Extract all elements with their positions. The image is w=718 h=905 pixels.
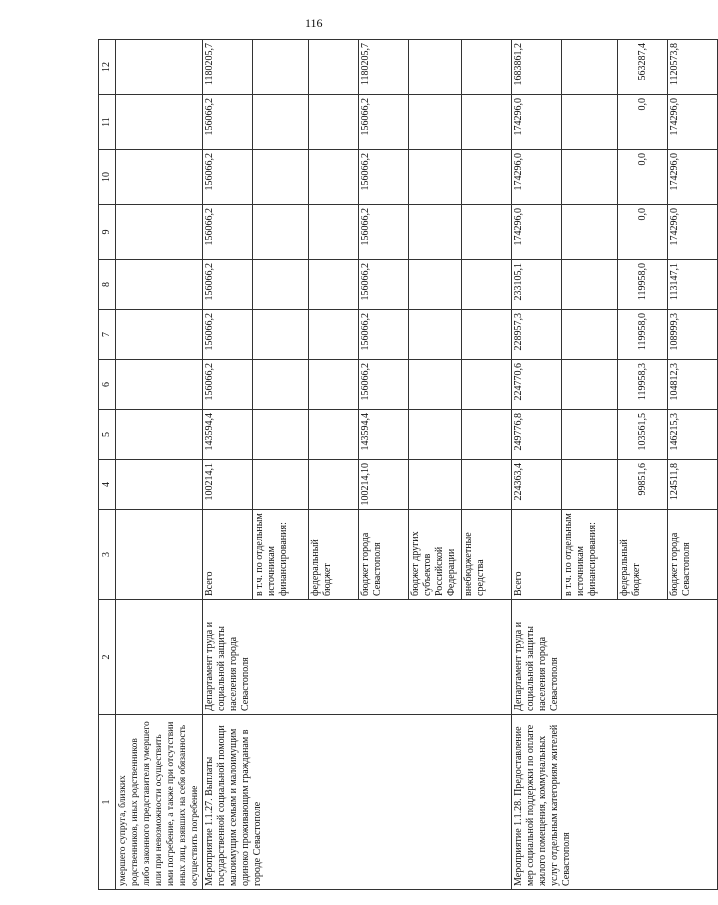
m128-name: Мероприятие 1.1.28. Предоставление мер социальной поддержки по оплате жилого помещения, коммунальных услуг отдельным категориям жителей Севастополя — [512, 715, 718, 890]
col-header-12: 12 — [99, 40, 116, 95]
m127-city-v2: 143594,4 — [359, 410, 409, 460]
m128-total-v6: 174296,0 — [512, 205, 562, 260]
col-header-11: 11 — [99, 95, 116, 150]
m128-total-v4: 228957,3 — [512, 310, 562, 360]
m127-name: Мероприятие 1.1.27. Выплаты государственной социальной помощи малоимущим семьям и малоимущим одиноко проживающим гражданам в городе Севастополе — [203, 715, 512, 890]
m128-label-3: бюджет города Севастополя — [668, 510, 718, 600]
m128-city-v3: 104812,3 — [668, 360, 718, 410]
m128-total-sum: 1683861,2 — [512, 40, 562, 95]
m127-total-v3: 156066,2 — [203, 360, 253, 410]
m128-label-2: федеральный бюджет — [618, 510, 668, 600]
col-header-9: 9 — [99, 205, 116, 260]
m127-city-v1: 100214,10 — [359, 460, 409, 510]
m128-total-v2: 249776,8 — [512, 410, 562, 460]
m128-city-sum: 1120573,8 — [668, 40, 718, 95]
m127-total-v5: 156066,2 — [203, 260, 253, 310]
m127-total-v2: 143594,4 — [203, 410, 253, 460]
m128-city-v6: 174296,0 — [668, 205, 718, 260]
m128-label-1: в т.ч. по отдельным источникам финансирования: — [562, 510, 618, 600]
m127-city-v8: 156066,2 — [359, 95, 409, 150]
m128-fed-v7: 0,0 — [618, 150, 668, 205]
m127-city-v7: 156066,2 — [359, 150, 409, 205]
m127-total-v6: 156066,2 — [203, 205, 253, 260]
m127-city-sum: 1180205,7 — [359, 40, 409, 95]
m128-total-v3: 224770,6 — [512, 360, 562, 410]
m128-city-v5: 113147,1 — [668, 260, 718, 310]
col-header-4: 4 — [99, 460, 116, 510]
col-header-10: 10 — [99, 150, 116, 205]
header-row — [99, 40, 116, 890]
m127-city-v3: 156066,2 — [359, 360, 409, 410]
m127-total-v4: 156066,2 — [203, 310, 253, 360]
rotated-table-container — [98, 40, 692, 890]
m127-city-v5: 156066,2 — [359, 260, 409, 310]
m128-fed-sum: 563287,4 — [618, 40, 668, 95]
m128-fed-v4: 119958,0 — [618, 310, 668, 360]
col-header-5: 5 — [99, 410, 116, 460]
col-header-6: 6 — [99, 360, 116, 410]
m128-fed-v3: 119958,3 — [618, 360, 668, 410]
m127-label-4: бюджет других субъектов Российской Федерации — [409, 510, 462, 600]
m127-label-2: федеральный бюджет — [309, 510, 359, 600]
col-header-7: 7 — [99, 310, 116, 360]
m128-total-v8: 174296,0 — [512, 95, 562, 150]
m127-label-3: бюджет города Севастополя — [359, 510, 409, 600]
m128-city-v4: 108999,3 — [668, 310, 718, 360]
m128-total-v5: 233105,1 — [512, 260, 562, 310]
col-header-8: 8 — [99, 260, 116, 310]
col-header-2: 2 — [99, 600, 116, 715]
m128-city-v8: 174296,0 — [668, 95, 718, 150]
m128-fed-v2: 103561,5 — [618, 410, 668, 460]
m128-total-v7: 174296,0 — [512, 150, 562, 205]
m127-row-total — [203, 40, 253, 890]
m127-total-sum: 1180205,7 — [203, 40, 253, 95]
funding-table — [98, 39, 718, 890]
m127-city-v6: 156066,2 — [359, 205, 409, 260]
m127-label-0: Всего — [203, 510, 253, 600]
m127-label-5: внебюджетные средства — [462, 510, 512, 600]
m128-total-v1: 224363,4 — [512, 460, 562, 510]
m128-fed-v6: 0,0 — [618, 205, 668, 260]
m128-fed-v1: 99851,6 — [618, 460, 668, 510]
continuation-text: умершего супруга, близких родственников, иных родственников либо законного представителя умершего или при невозможности осуществить ими погребение, а также при отсутствии иных лиц, взявших на себя обязанность осуществить погребение — [116, 715, 203, 890]
col-header-1: 1 — [99, 715, 116, 890]
m128-fed-v5: 119958,0 — [618, 260, 668, 310]
m128-executor: Департамент труда и социальной защиты населения города Севастополя — [512, 600, 718, 715]
m127-total-v1: 100214,1 — [203, 460, 253, 510]
m128-city-v1: 124511,8 — [668, 460, 718, 510]
m128-city-v2: 146215,3 — [668, 410, 718, 460]
m127-label-1: в т.ч. по отдельным источникам финансирования: — [253, 510, 309, 600]
continuation-row — [116, 40, 203, 890]
m128-row-total — [512, 40, 562, 890]
m127-city-v4: 156066,2 — [359, 310, 409, 360]
m127-total-v8: 156066,2 — [203, 95, 253, 150]
col-header-3: 3 — [99, 510, 116, 600]
m127-total-v7: 156066,2 — [203, 150, 253, 205]
m128-label-0: Всего — [512, 510, 562, 600]
m128-city-v7: 174296,0 — [668, 150, 718, 205]
page-number: 116 — [305, 16, 323, 30]
m128-fed-v8: 0,0 — [618, 95, 668, 150]
m127-executor: Департамент труда и социальной защиты населения города Севастополя — [203, 600, 512, 715]
